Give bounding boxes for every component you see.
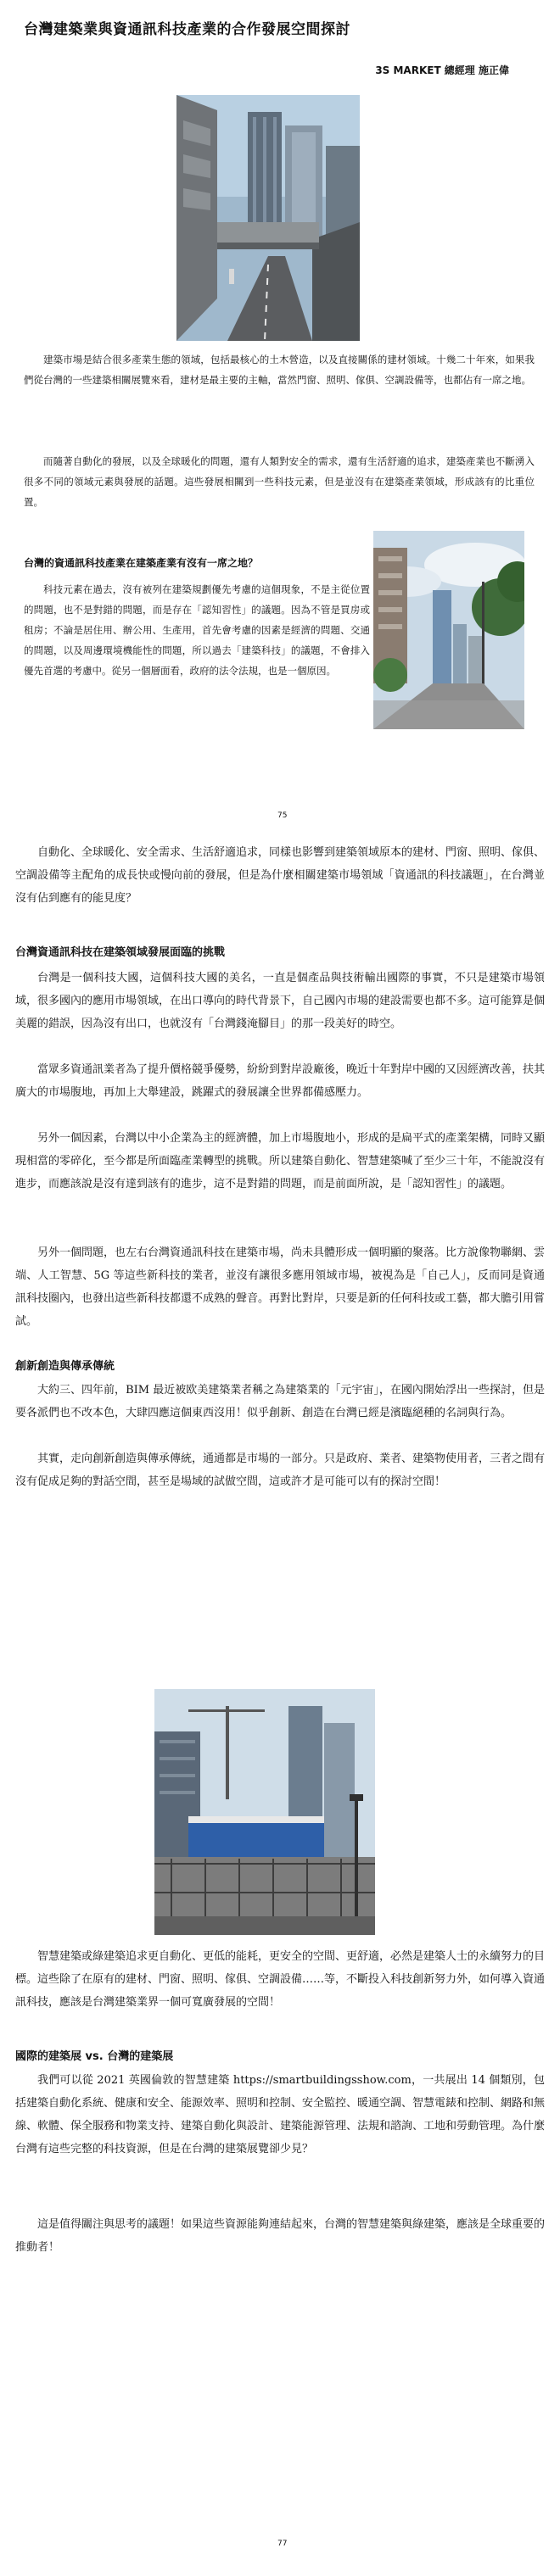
page-number: 75: [277, 811, 288, 820]
page-number-bottom: 77: [277, 2540, 288, 2548]
street-photo-skyscrapers: [176, 95, 360, 341]
street-photo-tower-road: [373, 531, 524, 729]
intro-paragraph-2: 而隨著自動化的發展，以及全球暖化的問題，還有人類對安全的需求，還有生活舒適的追求，建築產業也不斷湧入很多不同的領域元素與發展的話題。這些發展相關到一些科技元素，但是並沒有在建築產業領域，形成該有的比重位置。: [24, 455, 535, 508]
section-heading-innovation: 創新創造與傳承傳統: [15, 1360, 115, 1373]
paragraph-smart-building-goals: 智慧建築或綠建築追求更自動化、更低的能耗，更安全的空間、更舒適，必然是建築人士的永續努力的目標。這些除了在原有的建材、門窗、照明、傢俱、空調設備……等，不斷投入科技創新努力外，如何導入資通訊科技，應該是台灣建築業界一個可寬廣發展的空間！: [15, 1950, 546, 2009]
section-heading-challenges: 台灣資通訊科技在建築領域發展面臨的挑戰: [15, 946, 226, 959]
section2-paragraph-1: 台灣是一個科技大國，這個科技大國的美名，一直是個產品與技術輸出國際的事實，不只是建築市場領域，很多國內的應用市場領域，在出口導向的時代背景下，自己國內市場的建設需要也都不多。這可能算是個美麗的錯誤，因為沒有出口，也就沒有「台灣錢淹腳目」的那一段美好的時空。: [15, 972, 546, 1030]
section2-paragraph-4: 另外一個問題，也左右台灣資通訊科技在建築市場，尚未具體形成一個明顯的聚落。比方說像物聯網、雲端、人工智慧、5G 等這些新科技的業者，並沒有讓很多應用領域市場，被視為是「自己人」，反而同是資通訊科技圈內，也發出這些新科技都還不成熟的聲音。再對比對岸，只要是新的任何科技或工藝，都大膽引用嘗試。: [15, 1246, 546, 1328]
author-line: 3S MARKET 總經理 施正偉: [375, 64, 509, 76]
section3-paragraph-1: 大約三、四年前，BIM 最近被欧美建築業者稱之為建築業的「元宇宙」，在國內開始浮出一些探討，但是要各派們也不改本色，大肆四應這個東西沒用！似乎創新、創造在台灣已經是濱臨絕種的名詞與行為。: [15, 1384, 545, 1419]
paragraph-tech-visibility: 自動化、全球暖化、安全需求、生活舒適追求，同樣也影響到建築領域原本的建材、門窗、照明、傢俱、空調設備等主配角的成長快或慢向前的發展，但是為什麼相關建築市場領域「資通訊的科技議題」，在台灣並沒有佔到應有的能見度？: [15, 846, 546, 905]
section1-paragraph: 科技元素在過去，沒有被列在建築規劃優先考慮的這個現象，不是主從位置的問題，也不是對錯的問題，而是存在「認知習性」的議題。因為不管是買房或租房；不論是居住用、辦公用、生產用，首先會考慮的因素是經濟的問題、交通的問題，以及周邊環境機能性的問題，所以過去「建築科技」的議題，不會排入優先首選的考慮中。從另一個層面看，政府的法令法規，也是一個原因。: [24, 583, 370, 677]
section-heading-exhibitions: 國際的建築展 vs. 台灣的建築展: [15, 2050, 174, 2063]
intro-paragraph-1: 建築市場是結合很多產業生態的領域，包括最核心的土木營造，以及直接關係的建材領域。十幾二十年來，如果我們從台灣的一些建築相關展覽來看，建材是最主要的主軸，當然門窗、照明、傢俱、空調設備等，也都佔有一席之地。: [24, 354, 535, 386]
photo-construction-site-gate: [154, 1689, 375, 1935]
section2-paragraph-3: 另外一個因素，台灣以中小企業為主的經濟體，加上市場腹地小，形成的是扁平式的產業架構，同時又顯現相當的零碎化，至今都是所面臨產業轉型的挑戰。所以建築自動化、智慧建築喊了至少三十年，不能說沒有進步，而應該說是沒有達到該有的進步，這不是對錯的問題，而是前面所說，是「認知習性」的議題。: [15, 1132, 546, 1190]
section4-paragraph-1: 我們可以從 2021 英國倫敦的智慧建築 https://smartbuildingsshow.com，一共展出 14 個類別，包括建築自動化系統、健康和安全、能源效率、照明和控制、安全監控、暖通空調、智慧電錶和控制、網路和無線、軟體、保全服務和物業支持、建築自動化與設計、建築能源管理、法規和諮詢、工地和勞動管理。為什麼台灣有這些完整的科技資源，但是在台灣的建築展覽卻少見？: [15, 2074, 546, 2155]
document-title: 台灣建築業與資通訊科技產業的合作發展空間探討: [24, 21, 350, 38]
section2-paragraph-2: 當眾多資通訊業者為了提升價格競爭優勢，紛紛到對岸設廠後，晚近十年對岸中國的又因經濟改善，扶其廣大的市場腹地，再加上大舉建設，跳躍式的發展讓全世界都備感壓力。: [15, 1063, 546, 1099]
section-heading-ict-in-construction: 台灣的資通訊科技產業在建築產業有沒有一席之地？: [24, 557, 259, 569]
section4-paragraph-2: 這是值得關注與思考的議題！如果這些資源能夠連結起來，台灣的智慧建築與綠建築，應該是全球重要的推動者！: [15, 2218, 546, 2254]
section3-paragraph-2: 其實，走向創新創造與傳承傳統，通通都是市場的一部分。只是政府、業者、建築物使用者，三者之間有沒有促成足夠的對話空間，甚至是場域的試做空間，這或許才是可能可以有的探討空間！: [15, 1452, 546, 1488]
